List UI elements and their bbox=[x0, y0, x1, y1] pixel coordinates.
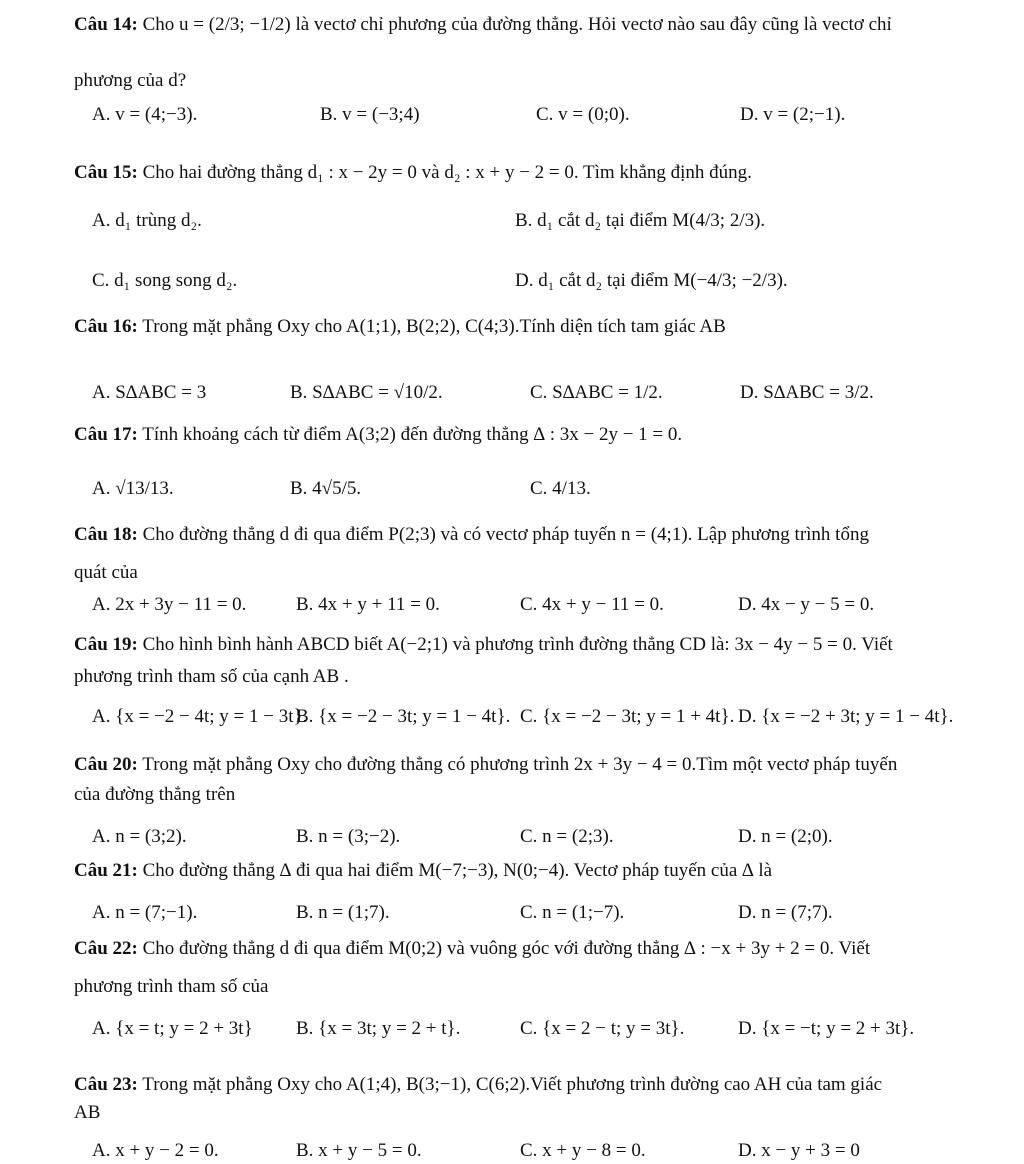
option-b[interactable]: B. 4x + y + 11 = 0. bbox=[296, 594, 440, 615]
question-label: Câu 22: bbox=[74, 938, 138, 959]
option-a[interactable]: A. 2x + 3y − 11 = 0. bbox=[92, 594, 247, 615]
option-a[interactable]: A. x + y − 2 = 0. bbox=[92, 1140, 219, 1161]
option-b[interactable]: B. 4√5/5. bbox=[290, 478, 362, 499]
question-text: Cho u = (2/3; −1/2) là vectơ chỉ phương của đường thẳng. Hỏi vectơ nào sau đây cũng là vectơ chỉ bbox=[142, 14, 892, 35]
option-d[interactable]: D. n = (2;0). bbox=[738, 826, 833, 847]
option-b[interactable]: B. n = (3;−2). bbox=[296, 826, 401, 847]
question-text-cont: AB bbox=[74, 1102, 101, 1123]
option-b[interactable]: B. {x = −2 − 3t; y = 1 − 4t}. bbox=[296, 706, 511, 727]
question-label: Câu 17: bbox=[74, 424, 138, 445]
option-a[interactable]: A. v = (4;−3). bbox=[92, 104, 198, 125]
option-c[interactable]: C. d₁ song song d₂. bbox=[92, 270, 238, 291]
question-18 bbox=[74, 524, 869, 546]
question-label: Câu 21: bbox=[74, 860, 138, 881]
option-d[interactable]: D. {x = −2 + 3t; y = 1 − 4t}. bbox=[738, 706, 954, 727]
option-b[interactable]: B. S∆ABC = √10/2. bbox=[290, 382, 443, 403]
option-d[interactable]: D. {x = −t; y = 2 + 3t}. bbox=[738, 1018, 915, 1039]
option-c[interactable]: C. v = (0;0). bbox=[536, 104, 630, 125]
question-label: Câu 18: bbox=[74, 524, 138, 545]
option-d[interactable]: D. d₁ cắt d₂ tại điểm M(−4/3; −2/3). bbox=[515, 270, 788, 291]
question-text: Cho đường thẳng ∆ đi qua hai điểm M(−7;−3), N(0;−4). Vectơ pháp tuyến của ∆ là bbox=[142, 860, 773, 881]
option-b[interactable]: B. v = (−3;4) bbox=[320, 104, 420, 125]
option-a[interactable]: A. d₁ trùng d₂. bbox=[92, 210, 202, 231]
question-text-cont: phương trình tham số của bbox=[74, 976, 269, 997]
question-14 bbox=[74, 14, 892, 36]
option-d[interactable]: D. v = (2;−1). bbox=[740, 104, 846, 125]
question-text: Tính khoảng cách từ điểm A(3;2) đến đường thẳng ∆ : 3x − 2y − 1 = 0. bbox=[142, 424, 683, 445]
question-20 bbox=[74, 754, 897, 776]
question-label: Câu 14: bbox=[74, 14, 138, 35]
question-15 bbox=[74, 162, 752, 184]
question-label: Câu 20: bbox=[74, 754, 138, 775]
option-b[interactable]: B. {x = 3t; y = 2 + t}. bbox=[296, 1018, 461, 1039]
option-c[interactable]: C. n = (1;−7). bbox=[520, 902, 625, 923]
option-d[interactable]: D. S∆ABC = 3/2. bbox=[740, 382, 874, 403]
question-22 bbox=[74, 938, 870, 960]
question-label: Câu 15: bbox=[74, 162, 138, 183]
question-16 bbox=[74, 316, 726, 338]
question-text-cont: của đường thẳng trên bbox=[74, 784, 236, 805]
question-21 bbox=[74, 860, 772, 882]
option-c[interactable]: C. {x = 2 − t; y = 3t}. bbox=[520, 1018, 685, 1039]
option-a[interactable]: A. n = (7;−1). bbox=[92, 902, 198, 923]
option-c[interactable]: C. {x = −2 − 3t; y = 1 + 4t}. bbox=[520, 706, 735, 727]
option-c[interactable]: C. n = (2;3). bbox=[520, 826, 614, 847]
option-d[interactable]: D. n = (7;7). bbox=[738, 902, 833, 923]
question-label: Câu 19: bbox=[74, 634, 138, 655]
question-label: Câu 16: bbox=[74, 316, 138, 337]
option-c[interactable]: C. 4/13. bbox=[530, 478, 591, 499]
question-text-cont: phương của d? bbox=[74, 70, 187, 91]
question-text: Cho hai đường thẳng d₁ : x − 2y = 0 và d₂ : x + y − 2 = 0. Tìm khẳng định đúng. bbox=[142, 162, 752, 183]
option-b[interactable]: B. n = (1;7). bbox=[296, 902, 390, 923]
option-c[interactable]: C. x + y − 8 = 0. bbox=[520, 1140, 646, 1161]
question-text-cont: phương trình tham số của cạnh AB . bbox=[74, 666, 349, 687]
option-c[interactable]: C. S∆ABC = 1/2. bbox=[530, 382, 663, 403]
option-c[interactable]: C. 4x + y − 11 = 0. bbox=[520, 594, 664, 615]
question-text: Trong mặt phẳng Oxy cho đường thẳng có phương trình 2x + 3y − 4 = 0.Tìm một vectơ pháp tuyến bbox=[142, 754, 898, 775]
option-a[interactable]: A. S∆ABC = 3 bbox=[92, 382, 207, 403]
question-text-cont: quát của bbox=[74, 562, 138, 583]
option-a[interactable]: A. {x = t; y = 2 + 3t} bbox=[92, 1018, 253, 1039]
option-a[interactable]: A. n = (3;2). bbox=[92, 826, 187, 847]
option-a[interactable]: A. {x = −2 − 4t; y = 1 − 3t}. bbox=[92, 706, 308, 727]
question-19 bbox=[74, 634, 893, 656]
question-label: Câu 23: bbox=[74, 1074, 138, 1095]
question-23 bbox=[74, 1074, 882, 1096]
question-17 bbox=[74, 424, 682, 446]
question-text: Trong mặt phẳng Oxy cho A(1;4), B(3;−1), C(6;2).Viết phương trình đường cao AH của tam giác bbox=[142, 1074, 883, 1095]
option-d[interactable]: D. x − y + 3 = 0 bbox=[738, 1140, 860, 1161]
option-b[interactable]: B. x + y − 5 = 0. bbox=[296, 1140, 422, 1161]
option-b[interactable]: B. d₁ cắt d₂ tại điểm M(4/3; 2/3). bbox=[515, 210, 766, 231]
question-text: Cho hình bình hành ABCD biết A(−2;1) và phương trình đường thẳng CD là: 3x − 4y − 5 = 0. Viết bbox=[142, 634, 893, 655]
question-text: Cho đường thẳng d đi qua điểm P(2;3) và có vectơ pháp tuyến n = (4;1). Lập phương trình tổng bbox=[142, 524, 869, 545]
option-d[interactable]: D. 4x − y − 5 = 0. bbox=[738, 594, 875, 615]
question-text: Cho đường thẳng d đi qua điểm M(0;2) và vuông góc với đường thẳng ∆ : −x + 3y + 2 = 0. Viết bbox=[142, 938, 871, 959]
option-a[interactable]: A. √13/13. bbox=[92, 478, 174, 499]
question-text: Trong mặt phẳng Oxy cho A(1;1), B(2;2), C(4;3).Tính diện tích tam giác AB bbox=[142, 316, 726, 337]
